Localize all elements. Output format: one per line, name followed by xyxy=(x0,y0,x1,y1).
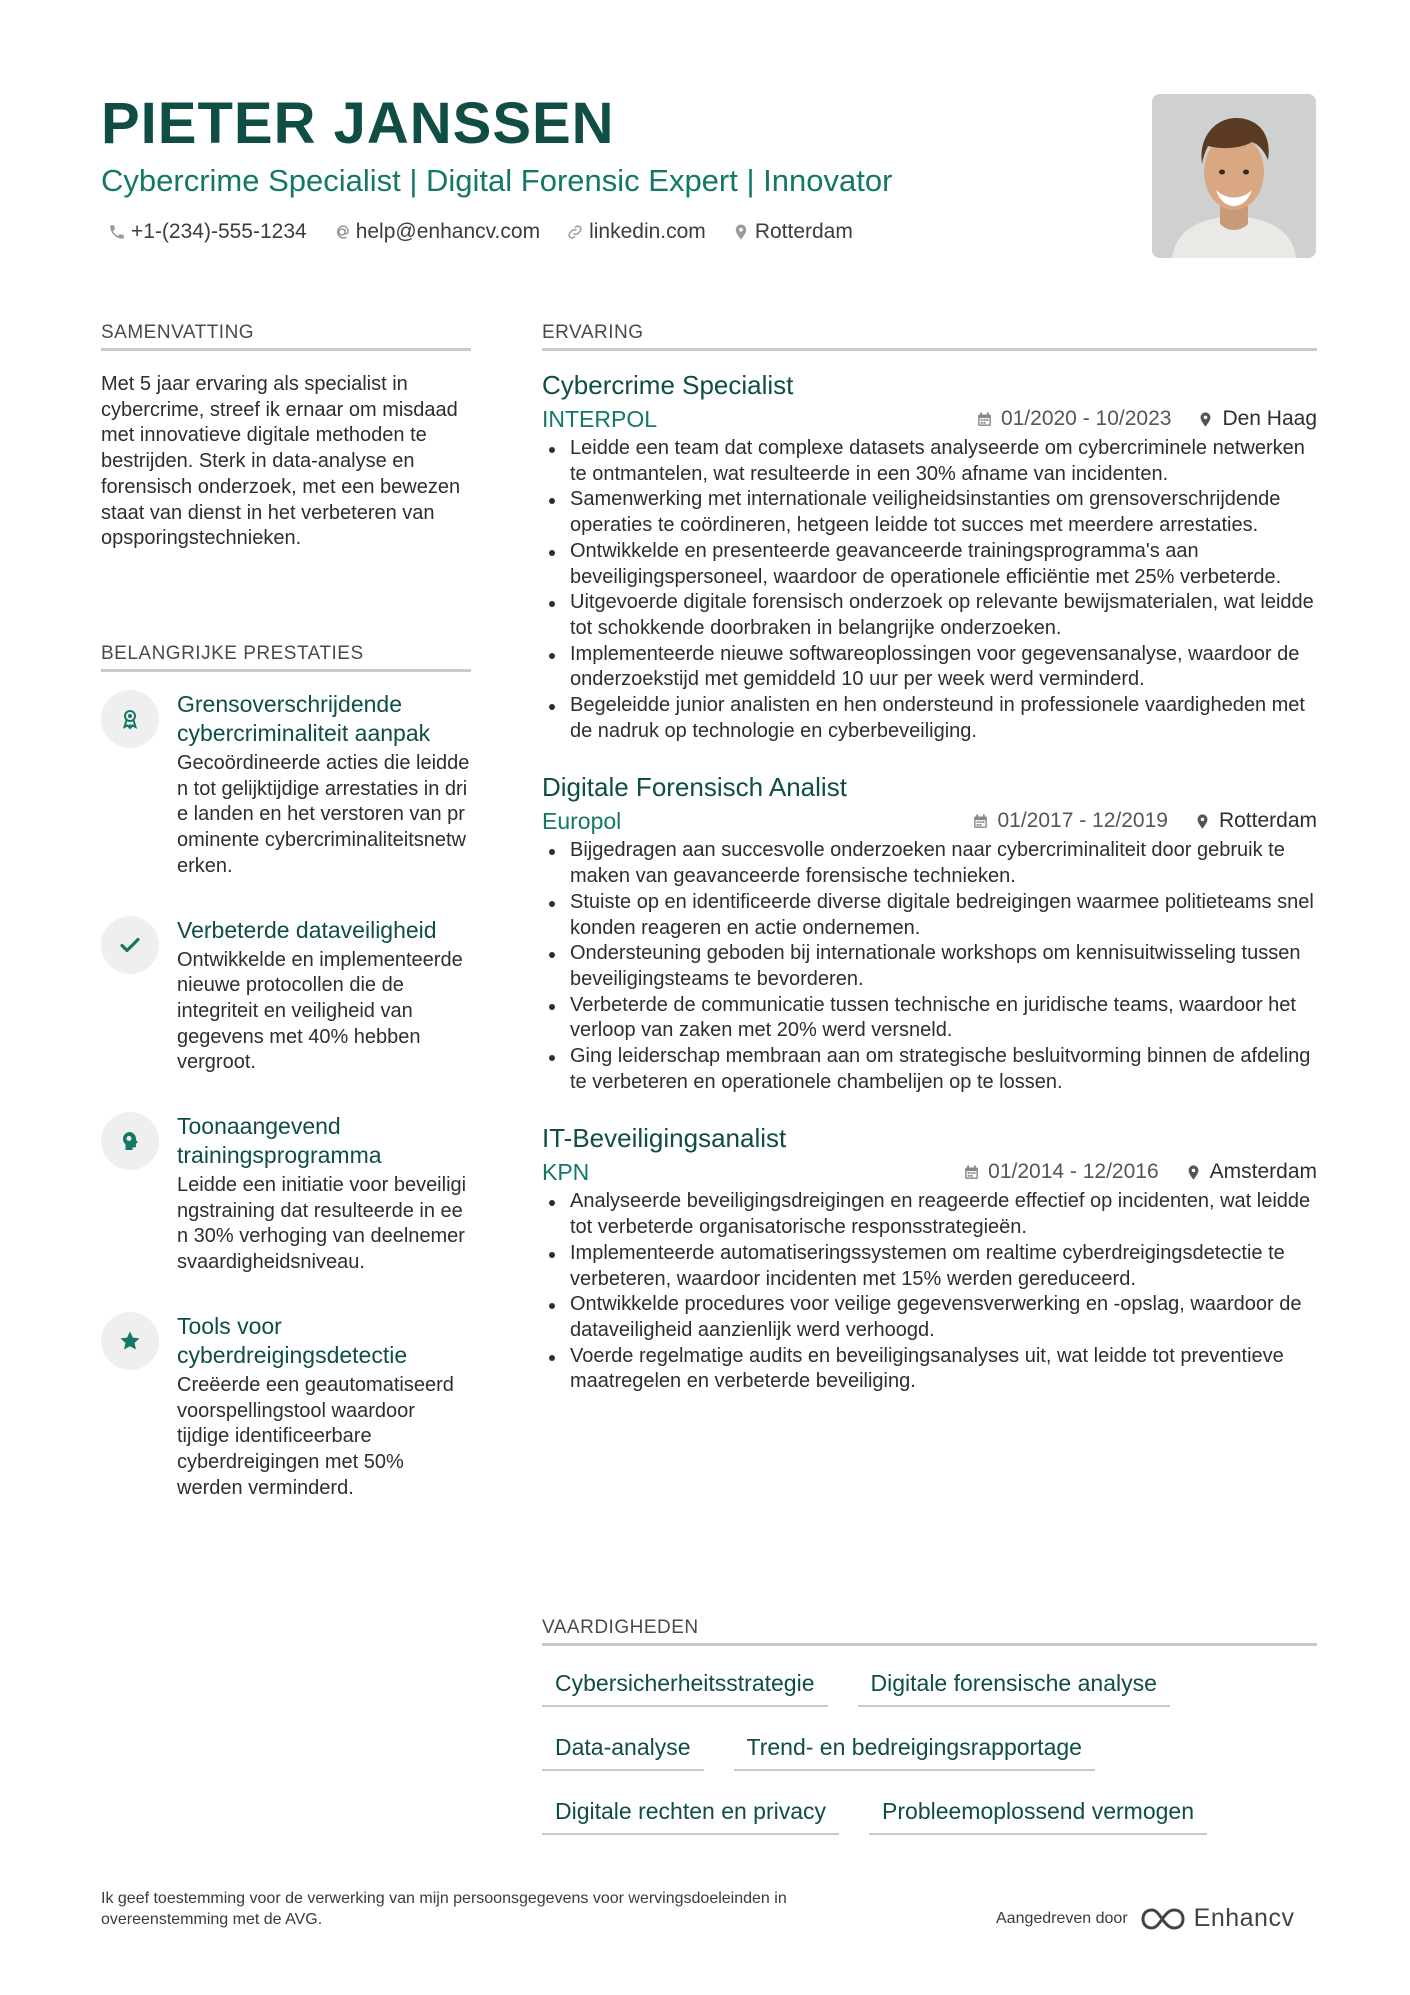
job-bullet: Implementeerde nieuwe softwareoplossingen voor gegevensanalyse, waardoor de onderzoekstijd met gemiddeld 10 uur per week werd verminderd. xyxy=(542,642,1317,693)
calendar-icon xyxy=(963,1164,980,1181)
contact-phone[interactable] xyxy=(108,220,307,244)
job-dates-text: 01/2017 - 12/2019 xyxy=(997,809,1168,833)
job-meta xyxy=(542,1157,1317,1187)
job-company: INTERPOL xyxy=(542,406,658,432)
phone-icon xyxy=(108,223,126,241)
achievements-list xyxy=(101,690,471,1537)
job-title: Digitale Forensisch Analist xyxy=(542,772,847,803)
powered-by-label: Aangedreven door xyxy=(996,1909,1128,1927)
job-bullet: Analyseerde beveiligingsdreigingen en reageerde effectief op incidenten, wat leidde tot verbeterde organisatorische responsstrategieën. xyxy=(542,1189,1317,1240)
achievement-title: Tools voor cyberdreigingsdetectie xyxy=(177,1312,408,1368)
skill-tag: Trend- en bedreigingsrapportage xyxy=(734,1730,1095,1771)
job-bullet: Implementeerde automatiseringssystemen om realtime cyberdreigingsdetectie te verbeteren, waardoor incidenten met 15% werden gereduceerd. xyxy=(542,1241,1317,1292)
check-icon xyxy=(118,933,142,957)
phone-text: +1-(234)-555-1234 xyxy=(131,220,307,243)
at-icon xyxy=(333,223,351,241)
enhancv-brand[interactable] xyxy=(1140,1904,1295,1933)
job-bullet: Verbeterde de communicatie tussen technische en juridische teams, waardoor het verloop van zaken met 20% werd versneld. xyxy=(542,993,1317,1044)
location-pin-icon xyxy=(732,223,750,241)
achievement-desc: Ontwikkelde en implementeerde nieuwe protocollen die de integriteit en veiligheid van gegevens met 40% hebben vergroot. xyxy=(177,948,463,1074)
job-dates-text: 01/2014 - 12/2016 xyxy=(988,1160,1159,1184)
job-location xyxy=(1197,407,1317,431)
linkedin-text: linkedin.com xyxy=(589,220,706,243)
job-bullet: Begeleidde junior analisten en hen ondersteund in professionele vaardigheden met de nadruk op technologie en cyberbeveiliging. xyxy=(542,693,1317,744)
star-icon-wrap xyxy=(101,1312,159,1370)
job-bullet: Ging leiderschap membraan aan om strategische besluitvorming binnen de afdeling te verbeteren en operationele chambelijen op te lossen. xyxy=(542,1044,1317,1095)
contact-bar xyxy=(108,220,879,244)
link-icon xyxy=(566,223,584,241)
contact-location xyxy=(732,220,853,244)
achievement-desc: Leidde een initiatie voor beveiligingstraining dat resulteerde in een 30% verhoging van deelnemersvaardigheidsniveau. xyxy=(177,1174,467,1274)
job-meta xyxy=(542,404,1317,434)
job-dates xyxy=(963,1160,1158,1184)
job-bullet: Uitgevoerde digitale forensisch onderzoek op relevante bewijsmaterialen, wat leidde tot schokkende doorbraken in belangrijke onderzoeken. xyxy=(542,590,1317,641)
calendar-icon xyxy=(972,813,989,830)
skill-tag: Data-analyse xyxy=(542,1730,704,1771)
skills-list xyxy=(542,1666,1317,1858)
job-dates xyxy=(972,809,1167,833)
location-text: Rotterdam xyxy=(754,220,853,243)
job-entry xyxy=(542,368,1317,744)
brain-head-icon xyxy=(118,1129,142,1153)
job-title: Cybercrime Specialist xyxy=(542,370,794,400)
achievement-desc: Creëerde een geautomatiseerd voorspellingstool waardoor tijdige identificeerbare cyberdreigingen met 50% werden verminderd. xyxy=(177,1373,454,1499)
job-bullet: Stuiste op en identificeerde diverse digitale bedreigingen waarmee politieteams snel konden reageren en actie ondernemen. xyxy=(542,890,1317,941)
candidate-name: PIETER JANSSEN xyxy=(101,91,615,156)
skill-tag: Digitale forensische analyse xyxy=(858,1666,1170,1707)
job-bullet: Leidde een team dat complexe datasets analyseerde om cybercriminele netwerken te ontmantelen, wat resulteerde in een 30% afname van incidenten. xyxy=(542,436,1317,487)
job-bullets xyxy=(542,1189,1317,1395)
summary-heading: SAMENVATTING xyxy=(101,322,471,351)
summary-text: Met 5 jaar ervaring als specialist in cybercrime, streef ik ernaar om misdaad met innovatieve digitale methoden te bestrijden. Sterk in data-analyse en forensisch onderzoek, met een bewezen staat van dienst in het verbeteren van opsporingstechnieken. xyxy=(101,373,461,550)
skill-tag: Cybersicherheitsstrategie xyxy=(542,1666,828,1707)
brain-head-icon-wrap xyxy=(101,1112,159,1170)
job-meta xyxy=(542,806,1317,836)
job-company: KPN xyxy=(542,1159,590,1186)
award-icon xyxy=(118,707,142,731)
skill-tag: Digitale rechten en privacy xyxy=(542,1794,839,1835)
achievement-item xyxy=(101,916,471,1077)
location-pin-icon xyxy=(1185,1164,1202,1181)
achievement-item xyxy=(101,690,471,880)
job-bullet: Ontwikkelde en presenteerde geavanceerde trainingsprogramma's aan beveiligingspersoneel, waardoor de operationele efficiëntie met 25% verbeterde. xyxy=(542,539,1317,590)
job-bullet: Ontwikkelde procedures voor veilige gegevensverwerking en -opslag, waardoor de dataveiligheid aanzienlijk werd verhoogd. xyxy=(542,1292,1317,1343)
profile-photo xyxy=(1152,94,1316,258)
powered-by xyxy=(996,1904,1294,1933)
job-entry xyxy=(542,1121,1317,1395)
contact-linkedin[interactable] xyxy=(566,220,706,244)
job-title: IT-Beveiligingsanalist xyxy=(542,1123,787,1154)
portrait-illustration xyxy=(1152,94,1316,258)
job-bullets xyxy=(542,838,1317,1095)
job-location-text: Amsterdam xyxy=(1209,1160,1317,1184)
job-entry xyxy=(542,770,1317,1095)
job-location xyxy=(1194,809,1317,833)
star-icon xyxy=(118,1329,142,1353)
gdpr-consent: Ik geef toestemming voor de verwerking van mijn persoonsgegevens voor wervingsdoeleinden in overeenstemming met de AVG. xyxy=(101,1890,787,1928)
job-bullet: Ondersteuning geboden bij internationale workshops om kennisuitwisseling tussen beveiligingsteams te bevorderen. xyxy=(542,941,1317,992)
achievement-title: Verbeterde dataveiligheid xyxy=(177,916,437,943)
email-text: help@enhancv.com xyxy=(355,220,541,243)
achievement-title: Toonaangevend trainingsprogramma xyxy=(177,1113,382,1169)
enhancv-logo-icon xyxy=(1140,1906,1186,1932)
location-pin-icon xyxy=(1194,813,1211,830)
job-bullets xyxy=(542,436,1317,744)
achievement-item xyxy=(101,1312,471,1502)
job-location-text: Rotterdam xyxy=(1218,809,1317,833)
experience-heading: ERVARING xyxy=(542,322,1317,351)
job-location-text: Den Haag xyxy=(1222,407,1317,430)
job-bullet: Voerde regelmatige audits en beveiligingsanalyses uit, wat leidde tot preventieve maatregelen en verbeterde beveiliging. xyxy=(542,1344,1317,1395)
job-bullet: Bijgedragen aan succesvolle onderzoeken naar cybercriminaliteit door gebruik te maken van geavanceerde forensische technieken. xyxy=(542,838,1317,889)
achievement-item xyxy=(101,1112,471,1276)
calendar-icon xyxy=(976,411,993,428)
brand-name: Enhancv xyxy=(1193,1904,1295,1932)
job-company: Europol xyxy=(542,808,622,835)
skills-heading: VAARDIGHEDEN xyxy=(542,1617,1317,1646)
achievement-title: Grensoverschrijdende cybercriminaliteit aanpak xyxy=(177,691,431,746)
location-pin-icon xyxy=(1197,411,1214,428)
job-bullet: Samenwerking met internationale veiligheidsinstanties om grensoverschrijdende operaties te coördineren, hetgeen leidde tot succes met meerdere arrestaties. xyxy=(542,487,1317,538)
check-icon-wrap xyxy=(101,916,159,974)
experience-list xyxy=(542,368,1317,1421)
contact-email[interactable] xyxy=(333,220,540,244)
candidate-headline: Cybercrime Specialist | Digital Forensic Expert | Innovator xyxy=(101,163,893,198)
job-dates-text: 01/2020 - 10/2023 xyxy=(1000,407,1172,430)
job-dates xyxy=(976,407,1171,431)
award-icon-wrap xyxy=(101,690,159,748)
achievement-desc: Gecoördineerde acties die leidden tot gelijktijdige arrestaties in drie landen en het verstoren van prominente cybercriminaliteitsnetwerken. xyxy=(177,752,470,877)
achievements-heading: BELANGRIJKE PRESTATIES xyxy=(101,643,471,672)
job-location xyxy=(1185,1160,1317,1184)
skill-tag: Probleemoplossend vermogen xyxy=(869,1794,1207,1835)
